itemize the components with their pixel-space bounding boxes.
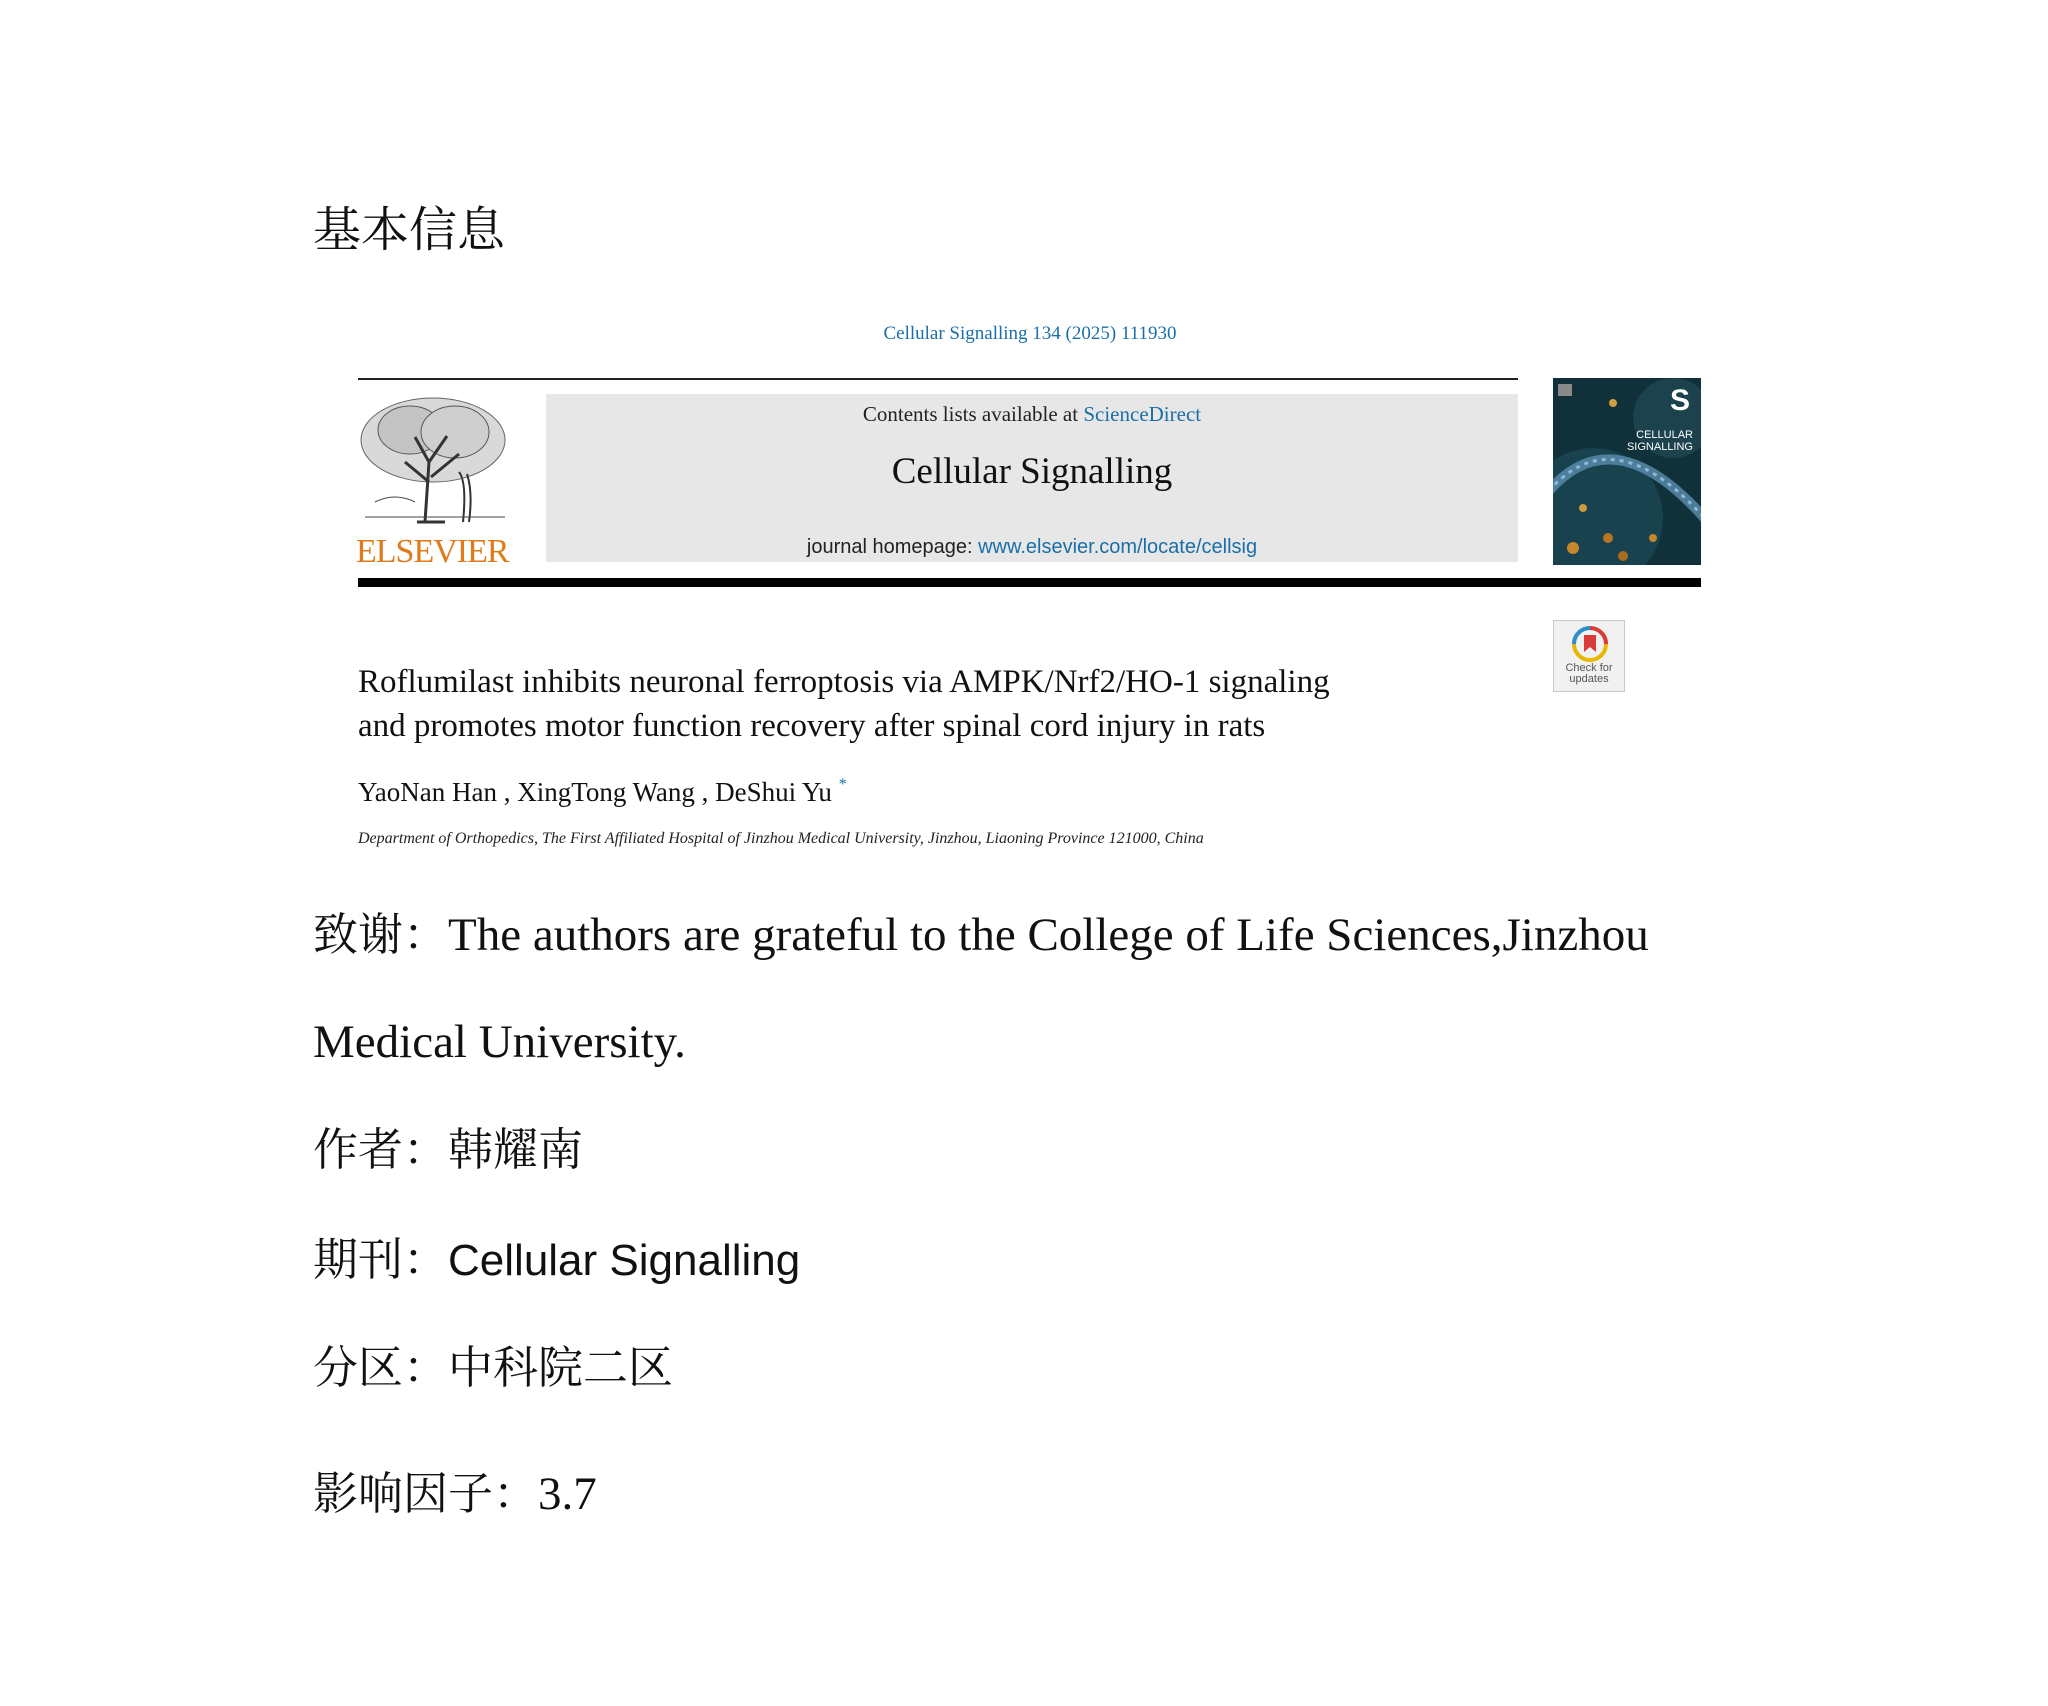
header-top-rule [358, 378, 1518, 380]
cover-title-line1: CELLULAR [1636, 429, 1693, 441]
header-bottom-rule [358, 578, 1701, 587]
publisher-name: ELSEVIER [356, 533, 509, 570]
impact-factor-value: 3.7 [538, 1468, 597, 1520]
tree-icon [355, 392, 510, 527]
author-line [313, 1120, 583, 1180]
author-label: 作者： [313, 1123, 449, 1176]
check-line-1: Check for [1565, 662, 1613, 674]
sciencedirect-link[interactable]: ScienceDirect [1083, 402, 1202, 426]
acknowledgement-line-2 [313, 1012, 686, 1072]
journal-label: 期刊： [313, 1233, 449, 1286]
acknowledgement-label: 致谢： [313, 908, 449, 961]
svg-text:S: S [1669, 384, 1690, 417]
journal-cover-image [1553, 378, 1701, 565]
zone-line [313, 1338, 673, 1398]
zone-value: 中科院二区 [448, 1341, 674, 1394]
journal-value: Cellular Signalling [448, 1236, 801, 1285]
journal-homepage-link[interactable]: www.elsevier.com/locate/cellsig [978, 536, 1258, 558]
article-title [358, 660, 1508, 748]
article-title-line-2: and promotes motor function recovery after spinal cord injury in rats [358, 708, 1266, 744]
acknowledgement-text-2: Medical University. [313, 1016, 686, 1068]
acknowledgement-text-1: The authors are grateful to the College of Life Sciences,Jinzhou [448, 909, 1649, 961]
author-value: 韩耀南 [448, 1123, 584, 1176]
journal-citation[interactable]: Cellular Signalling 134 (2025) 111930 [883, 323, 1177, 344]
homepage-prefix: journal homepage: [806, 536, 979, 558]
check-for-updates-text [1554, 663, 1624, 685]
cover-title-line2: SIGNALLING [1626, 441, 1693, 453]
journal-line [313, 1230, 800, 1291]
impact-factor-label: 影响因子： [313, 1467, 539, 1520]
journal-masthead [546, 394, 1518, 562]
journal-title: Cellular Signalling [891, 451, 1173, 492]
impact-factor-line [313, 1464, 597, 1524]
article-authors [358, 776, 847, 808]
contents-prefix: Contents lists available at [862, 402, 1084, 426]
check-line-2: updates [1569, 673, 1609, 685]
corresponding-author-marker[interactable]: * [838, 776, 847, 793]
cover-publisher-icon [1558, 384, 1572, 396]
journal-homepage-line [546, 536, 1518, 559]
authors-text: YaoNan Han , XingTong Wang , DeShui Yu [358, 777, 832, 807]
contents-available-line [546, 402, 1518, 427]
article-title-line-1: Roflumilast inhibits neuronal ferroptosis via AMPK/Nrf2/HO-1 signaling [358, 664, 1330, 700]
zone-label: 分区： [313, 1341, 449, 1394]
bookmark-icon [1572, 626, 1608, 662]
section-title: 基本信息 [313, 202, 506, 258]
acknowledgement-line-1 [313, 905, 1649, 965]
article-affiliation: Department of Orthopedics, The First Affiliated Hospital of Jinzhou Medical University, Jinzhou, Liaoning Province 121000, China [358, 830, 1204, 847]
check-for-updates-badge[interactable] [1553, 620, 1625, 692]
